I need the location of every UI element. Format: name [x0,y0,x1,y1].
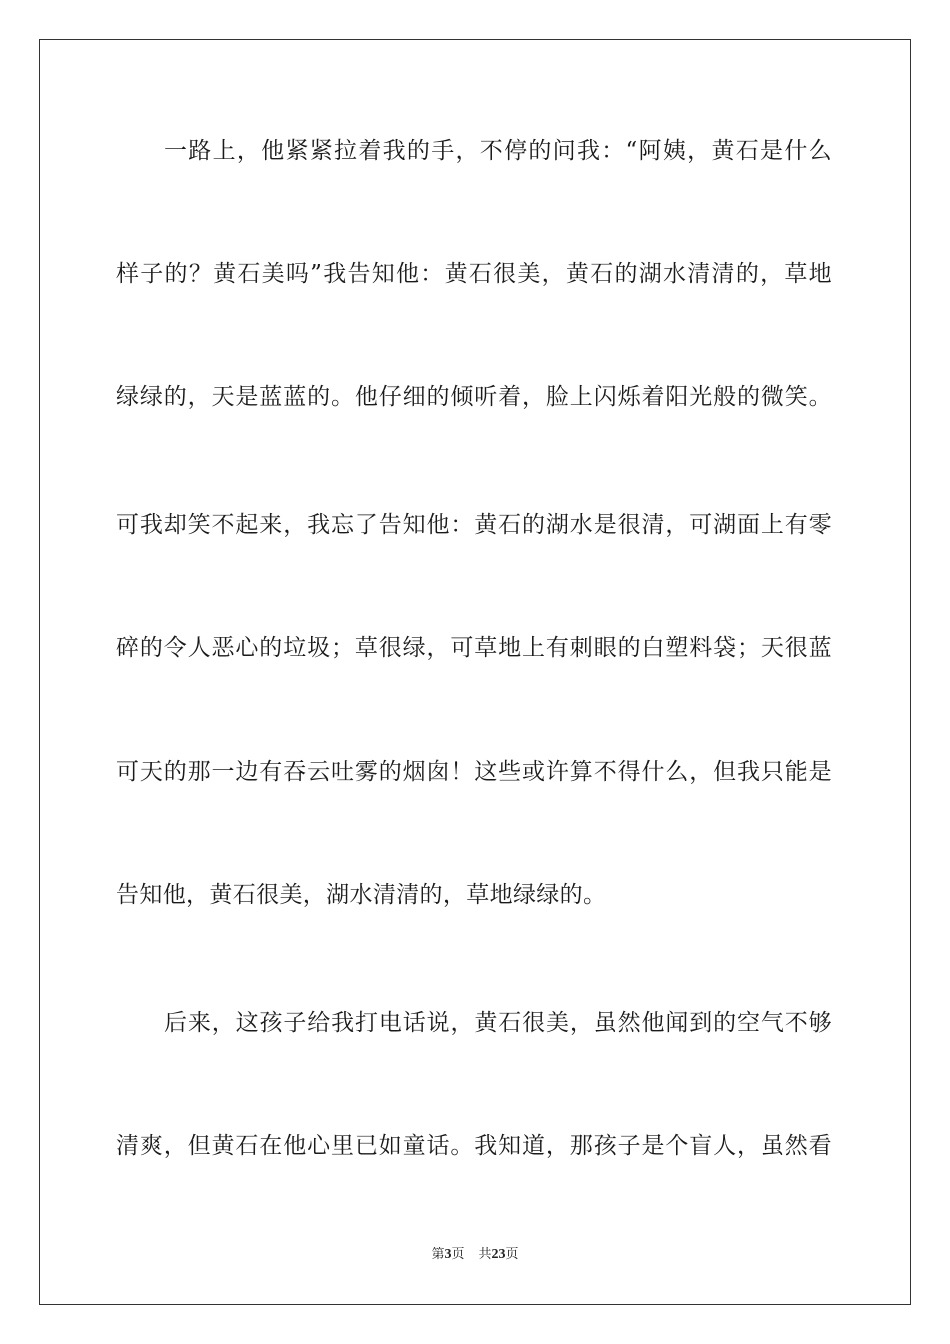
paragraph-2-line-1: 后来，这孩子给我打电话说，黄石很美，虽然他闻到的空气不够 [164,1010,832,1036]
paragraph-1-line-4: 可我却笑不起来，我忘了告知他：黄石的湖水是很清，可湖面上有零 [116,512,832,538]
paragraph-1-line-2: 样子的？黄石美吗”我告知他：黄石很美，黄石的湖水清清的，草地 [116,261,832,287]
footer-page-number: 3 [444,1247,452,1262]
footer-total-prefix: 共 [478,1247,492,1262]
page-footer [0,1246,950,1264]
paragraph-1-line-1: 一路上，他紧紧拉着我的手，不停的问我：“阿姨，黄石是什么 [164,138,832,164]
paragraph-2-line-2: 清爽，但黄石在他心里已如童话。我知道，那孩子是个盲人，虽然看 [116,1133,832,1159]
page-border [39,39,911,1305]
footer-total-pages: 23 [491,1247,506,1262]
footer-page-suffix: 页 [451,1247,465,1262]
paragraph-1-line-5: 碎的令人恶心的垃圾；草很绿，可草地上有刺眼的白塑料袋；天很蓝 [116,635,832,661]
footer-total-suffix: 页 [505,1247,519,1262]
footer-page-prefix: 第 [431,1247,445,1262]
paragraph-1-line-7: 告知他，黄石很美，湖水清清的，草地绿绿的。 [116,882,607,908]
paragraph-1-line-3: 绿绿的，天是蓝蓝的。他仔细的倾听着，脸上闪烁着阳光般的微笑。 [116,384,832,410]
paragraph-1-line-6: 可天的那一边有吞云吐雾的烟囱！这些或许算不得什么，但我只能是 [116,759,832,785]
